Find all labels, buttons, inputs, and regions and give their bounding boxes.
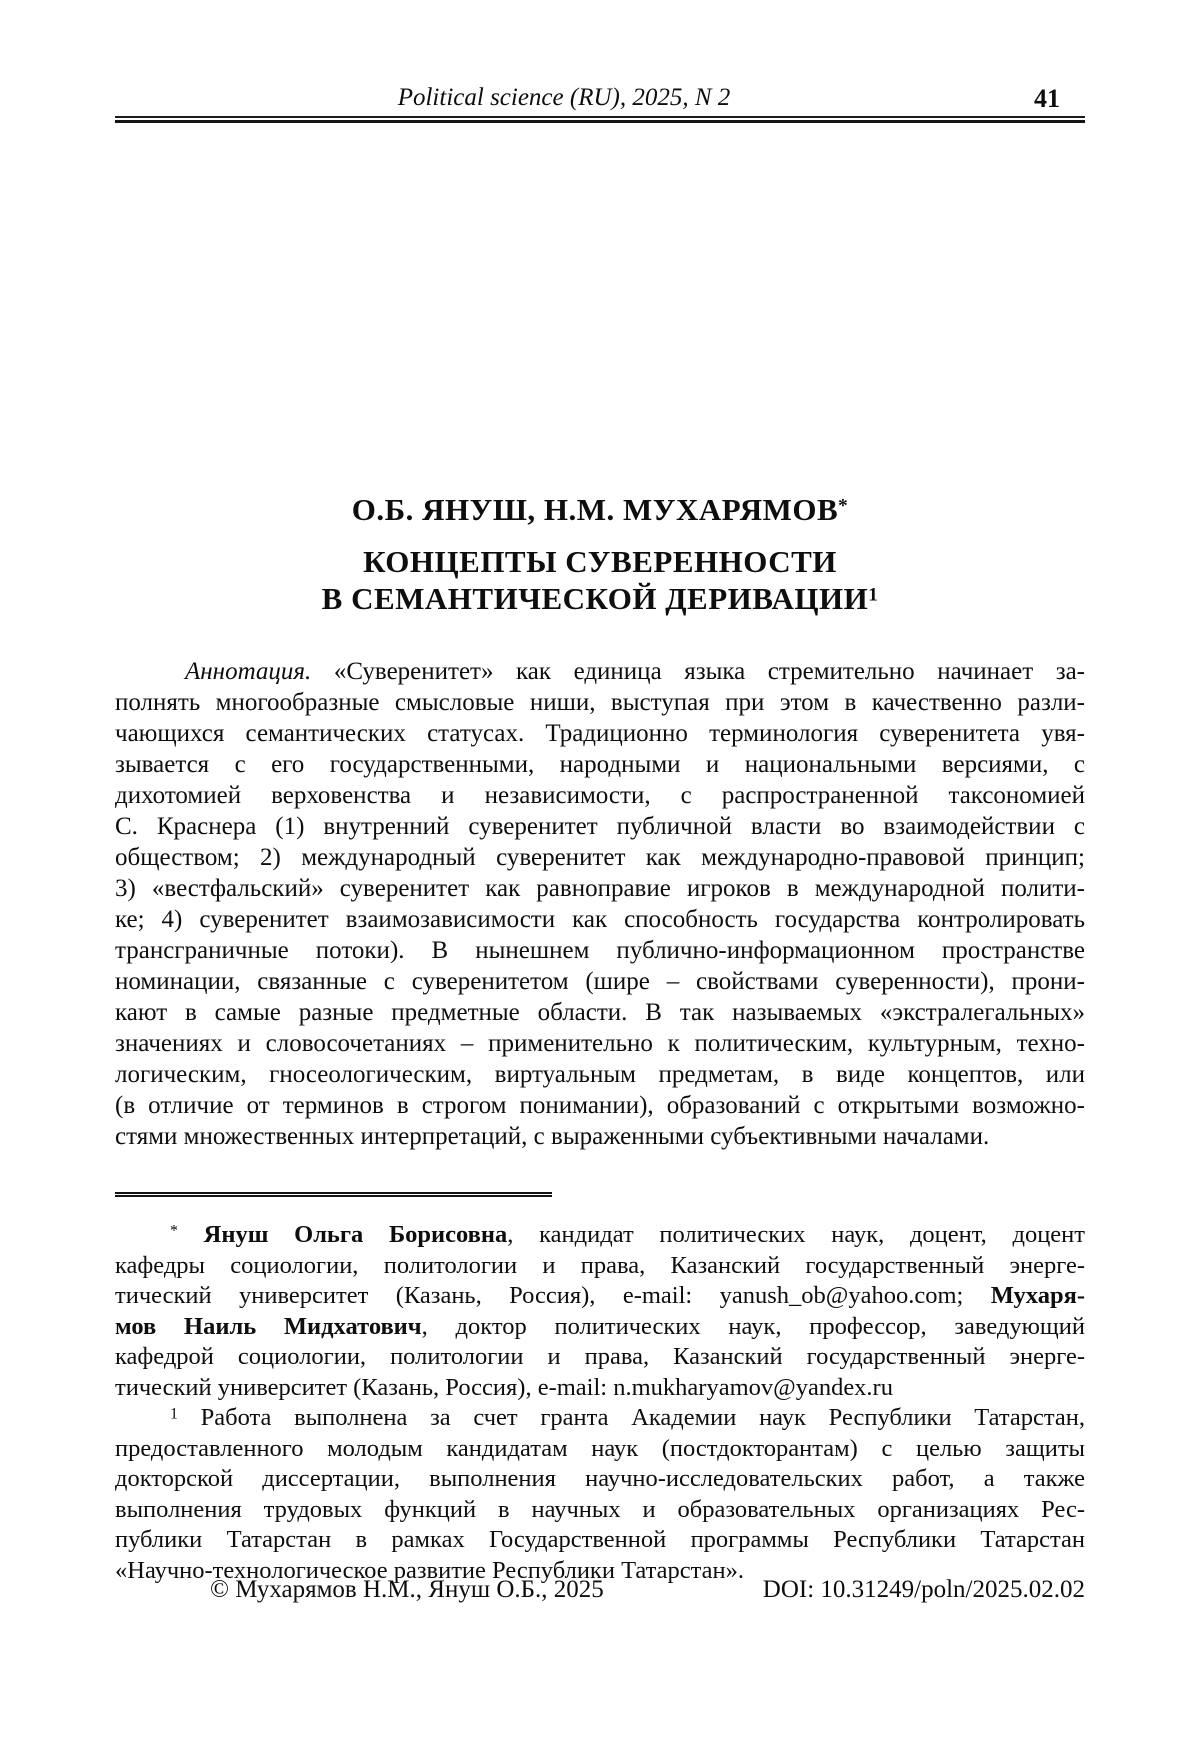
page-number: 41 [1034,84,1060,113]
abstract-paragraph [115,656,1085,1152]
footnote-grant-note [115,1403,1085,1586]
text-line: С. Краснера (1) внутренний суверенитет публичной власти во взаимодействии с [115,813,1085,840]
text-line: выполнения трудовых функций в научных и образовательных организациях Рес- [115,1495,1085,1523]
footnote-separator-rule [115,1192,552,1197]
text-line: мов Наиль Мидхатович, доктор политических наук, профессор, заведующий [115,1312,1085,1340]
authors-names: О.Б. ЯНУШ, Н.М. МУХАРЯМОВ [351,492,839,527]
text-line: значениях и словосочетаниях – применительно к политическим, культурным, техно- [115,1030,1085,1057]
text-line: * Януш Ольга Борисовна, кандидат политических наук, доцент, доцент [170,1221,1085,1248]
text-line: тический университет (Казань, Россия), e-mail: yanush_ob@yahoo.com; Мухаря- [115,1282,1085,1309]
text-line: дихотомией верховенства и независимости, с распространенной таксономией [115,782,1085,809]
text-line: (в отличие от терминов в строгом понимании), образований с открытыми возможно- [115,1092,1085,1119]
text-line: кафедры социологии, политологии и права, Казанский государственный энерге- [115,1251,1085,1279]
authors-line [115,490,1085,530]
text-line: кафедрой социологии, политологии и права, Казанский государственный энерге- [115,1343,1085,1370]
authors-footnote-marker: * [838,495,849,517]
article-title [115,543,1085,617]
header-rule [115,116,1085,123]
text-line: публики Татарстан в рамках Государственной программы Республики Татарстан [115,1526,1085,1553]
article-title-line2: В СЕМАНТИЧЕСКОЙ ДЕРИВАЦИИ$^1$ [321,581,879,616]
text-line: трансграничные потоки). В нынешнем публично-информационном пространстве [115,937,1085,964]
text-line: 3) «вестфальский» суверенитет как равноправие игроков в международной полити- [115,875,1085,902]
text-line: Аннотация. «Суверенитет» как единица языка стремительно начинает за- [185,658,1085,685]
text-line: номинации, связанные с суверенитетом (шире – свойствами суверенности), прони- [115,968,1085,995]
title-footnote-marker: 1 [868,584,879,606]
text-line: полнять многообразные смысловые ниши, выступая при этом в качественно разли- [115,689,1085,716]
text-line: ке; 4) суверенитет взаимозависимости как способность государства контролировать [115,906,1085,933]
text-line: кают в самые разные предметные области. В так называемых «экстралегальных» [115,999,1085,1026]
title-block [115,490,1085,617]
text-line: логическим, гносеологическим, виртуальным предметам, в виде концептов, или [115,1061,1085,1088]
text-line: предоставленного молодым кандидатам наук (постдокторантам) с целью защиты [115,1434,1085,1462]
text-line: обществом; 2) международный суверенитет как международно-правовой принцип; [115,844,1085,871]
footnote-author-note [115,1220,1085,1403]
doi-text: DOI: 10.31249/poln/2025.02.02 [762,1576,1085,1603]
text-line: тический университет (Казань, Россия), e-mail: n.mukharyamov@yandex.ru [115,1373,893,1401]
text-line: $^1$ Работа выполнена за счет гранта Академии наук Республики Татарстан, [170,1404,1085,1431]
copyright-text: © Мухарямов Н.М., Януш О.Б., 2025 [210,1576,604,1603]
article-title-line1: КОНЦЕПТЫ СУВЕРЕННОСТИ [363,544,837,579]
text-line: зывается с его государственными, народными и национальными версиями, с [115,751,1085,778]
text-line: «Научно-технологическое развитие Республики Татарстан». [115,1556,745,1584]
imprint-line [115,1574,1085,1605]
text-line: докторской диссертации, выполнения научно-исследовательских работ, а также [115,1465,1085,1492]
footnotes-block [115,1220,1085,1586]
journal-running-title: Political science (RU), 2025, N 2 [397,84,731,111]
page-header [115,82,1085,114]
text-line: чающихся семантических статусах. Традиционно терминология суверенитета увя- [115,720,1085,747]
text-line: стями множественных интерпретаций, с выраженными субъективными началами. [115,1123,990,1150]
